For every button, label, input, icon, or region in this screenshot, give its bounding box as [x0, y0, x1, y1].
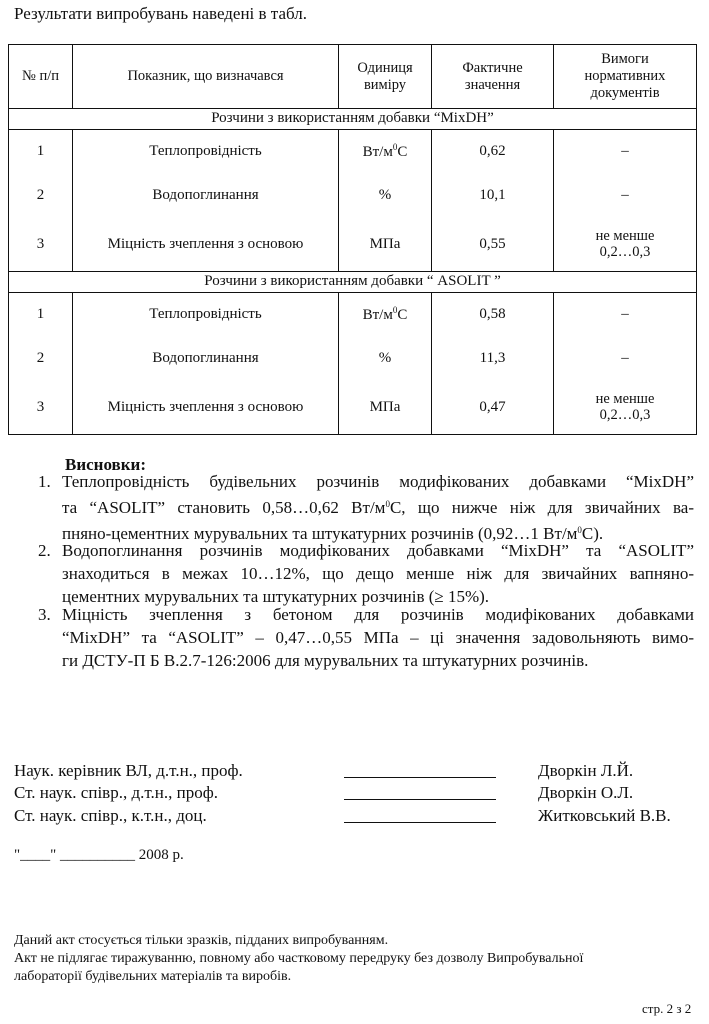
row-num: 2	[9, 337, 73, 381]
row-unit: %	[339, 337, 432, 381]
header-unit: Одиниця виміру	[339, 45, 432, 109]
row-indicator: Міцність зчеплення з основою	[73, 381, 339, 435]
signature-line	[344, 822, 496, 823]
row-unit: $Вт/м^0С$	[339, 293, 432, 337]
note-line-1: Даний акт стосується тільки зразків, підданих випробуванням.	[14, 933, 389, 948]
row-unit: $Вт/м^0С$	[339, 130, 432, 174]
row-indicator: Теплопровідність	[73, 293, 339, 337]
table-header-row	[9, 45, 697, 109]
conclusion-number: 3.	[38, 605, 51, 624]
row-requirement: –	[554, 130, 697, 174]
group-row-asolit	[9, 272, 697, 293]
header-indicator: Показник, що визначався	[73, 45, 339, 109]
signature-title: Ст. наук. співр., д.т.н., проф.	[14, 783, 218, 802]
intro-text: Результати випробувань наведені в табл.	[14, 4, 307, 23]
table-row	[9, 293, 697, 337]
row-indicator: Водопоглинання	[73, 174, 339, 218]
conclusion-number: 1.	[38, 472, 51, 491]
row-value: 10,1	[432, 174, 554, 218]
table-row	[9, 130, 697, 174]
row-num: 2	[9, 174, 73, 218]
signature-name: Дворкін О.Л.	[538, 783, 634, 802]
signature-line	[344, 799, 496, 800]
table-row	[9, 381, 697, 435]
signature-title: Ст. наук. співр., к.т.н., доц.	[14, 806, 207, 825]
conclusion-number: 2.	[38, 541, 51, 560]
results-table	[8, 44, 697, 435]
table-row	[9, 337, 697, 381]
signature-name: Дворкін Л.Й.	[538, 761, 634, 780]
row-value: 0,55	[432, 218, 554, 272]
row-indicator: Теплопровідність	[73, 130, 339, 174]
row-requirement: не менше 0,2…0,3	[554, 381, 697, 435]
row-indicator: Міцність зчеплення з основою	[73, 218, 339, 272]
header-actual: Фактичне значення	[432, 45, 554, 109]
row-num: 3	[9, 381, 73, 435]
conclusions-title: Висновки:	[65, 455, 146, 474]
row-requirement: не менше 0,2…0,3	[554, 218, 697, 272]
header-num: № п/п	[9, 45, 73, 109]
conclusion-text: Теплопровідність будівельних розчинів модифікованих добавками “MixDH” та “ASOLIT” становить 0,58…0,62 $Вт/м^0С$, що нижче ніж для звичайних ва- пняно-цементних мурувальних та штукатурних розчинів (0,92…1 $Вт/м^0С$).	[62, 472, 694, 543]
row-num: 1	[9, 293, 73, 337]
conclusion-text: Міцність зчеплення з бетоном для розчинів модифікованих добавками “MixDH” та “ASOLIT” – 0,47…0,55 МПа – ці значення задовольняють вимо- ги ДСТУ-П Б В.2.7-126:2006 для мурувальних та штукатурних розчинів.	[62, 605, 694, 670]
signature-title: Наук. керівник ВЛ, д.т.н., проф.	[14, 761, 243, 780]
row-value: 0,47	[432, 381, 554, 435]
group-title-mixdh: Розчини з використанням добавки “MixDH”	[9, 109, 697, 130]
note-line-3: лабораторії будівельних матеріалів та виробів.	[14, 969, 292, 984]
row-unit: %	[339, 174, 432, 218]
signature-name: Житковський В.В.	[538, 806, 671, 825]
note-line-2: Акт не підлягає тиражуванню, повному або частковому передруку без дозволу Випробувальної	[14, 951, 584, 966]
row-num: 3	[9, 218, 73, 272]
conclusion-text: Водопоглинання розчинів модифікованих добавками “MixDH” та “ASOLIT” знаходиться в межах 10…12%, що дещо менше ніж для звичайних вапняно- цементних мурувальних та штукатурних розчинів (≥ 15%).	[62, 541, 694, 606]
date-line: "____" __________ 2008 р.	[14, 847, 184, 863]
row-unit: МПа	[339, 381, 432, 435]
row-requirement: –	[554, 174, 697, 218]
table-row	[9, 174, 697, 218]
row-unit: МПа	[339, 218, 432, 272]
group-title-asolit: Розчини з використанням добавки “ ASOLIT ”	[9, 272, 697, 293]
row-num: 1	[9, 130, 73, 174]
group-row-mixdh	[9, 109, 697, 130]
page-number: стр. 2 з 2	[642, 1001, 692, 1016]
header-requirements: Вимоги нормативних документів	[554, 45, 697, 109]
row-value: 0,62	[432, 130, 554, 174]
row-requirement: –	[554, 337, 697, 381]
table-row	[9, 218, 697, 272]
row-value: 11,3	[432, 337, 554, 381]
row-requirement: –	[554, 293, 697, 337]
signature-line	[344, 777, 496, 778]
row-indicator: Водопоглинання	[73, 337, 339, 381]
row-value: 0,58	[432, 293, 554, 337]
